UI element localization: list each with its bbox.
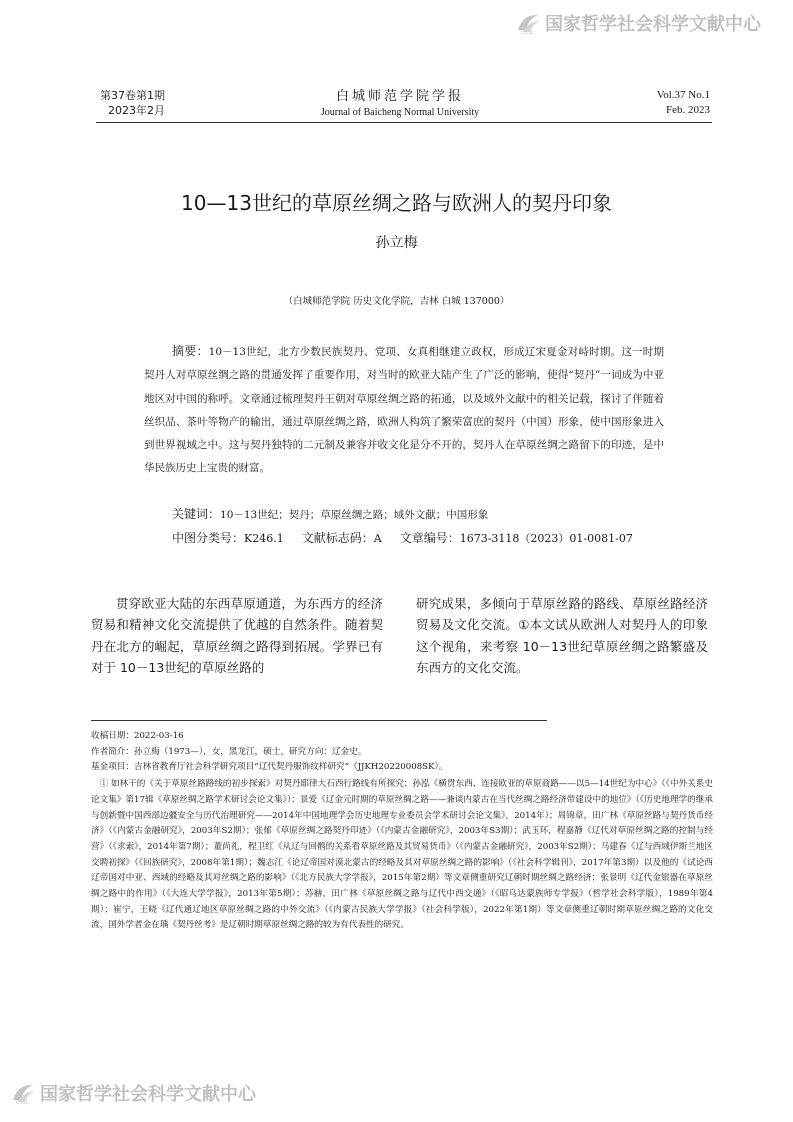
watermark-sub: CSSL (521, 30, 534, 36)
footnotes (91, 729, 713, 934)
date-cn: 2023年2月 (108, 104, 165, 117)
body-right-column: 研究成果，多倾向于草原丝路的路线、草原丝路经济贸易及文化交流。①本文试从欧洲人对契丹人的印象这个视角，来考察 10－13世纪草原丝绸之路繁盛及东西方的文化交流。 (416, 596, 708, 675)
received-value: 2022-03-16 (133, 731, 184, 741)
author-bio (91, 745, 713, 761)
fund-label: 基金项目： (91, 762, 134, 773)
header-center (250, 85, 550, 118)
article-no-value: 1673-3118（2023）01-0081-07 (459, 532, 633, 545)
footnote-rule (91, 720, 547, 721)
reference-footnote: ① 如林干的《关于草原丝路路线的初步探索》对契丹耶律大石西行路线有所探究；孙泓《横贯东西、连接欧亚的草原商路——以5—14世纪为中心》（《中外关系史论文集》第17辑《草原丝绸之路学术研讨会论文集》）；景爱《辽金元时期的草原丝绸之路——兼谈内蒙古在当代丝绸之路经济带建设中的地位》（《历史地理学的继承与创新暨中国西部边疆安全与历代治理研究——2014年中国地理学会历史地理专业委员会学术研讨会论文集》，2014年）；周锦章，田广林《草原丝路与契丹货币经济》（《内蒙古金融研究》，2003年S2期）；张郁《草原丝绸之路契丹印迹》（《内蒙古金融研究》，2003年S3期）；武玉环，程嘉静《辽代对草原丝绸之路的控制与经营》（《求索》，2014年第7期）；董尚礼，程卫红《从辽与回鹘的关系看草原丝路及其贸易货币》（《内蒙古金融研究》，2003年S2期）；马建春《辽与西域伊斯兰地区交聘初探》（《回族研究》，2008年第1期）；魏志江《论辽帝国对漠北蒙古的经略及其对草原丝绸之路的影响》（《社会科学辑刊》，2017年第3期）以及他的《试论西辽帝国对中亚、西域的经略及其对丝绸之路的影响》（《北方民族大学学报》，2015年第2期）等文章侧重研究辽朝时期丝绸之路经济；张景明《辽代金银器在草原丝绸之路中的作用》（《大连大学学报》，2013年第5期）；苏赫，田广林《草原丝绸之路与辽代中西交通》（《昭乌达蒙族师专学报》（哲学社会科学版），1989年第4期）；崔宁，王晓《辽代通辽地区草原丝绸之路的中外交流》（《内蒙古民族大学学报》（社会科学版），2022年第1期）等文章侧重辽朝时期草原丝绸之路的文化交流，国外学者金在瑀《契丹丝考》是辽朝时期草原丝绸之路的较为有代表性的研究。 (91, 779, 713, 931)
clc-label: 中图分类号： (172, 531, 245, 545)
body-left-column: 贯穿欧亚大陆的东西草原通道，为东西方的经济贸易和精神文化交流提供了优越的自然条件。随着契丹在北方的崛起，草原丝绸之路得到拓展。学界已有对于 10－13世纪的草原丝路的 (91, 596, 383, 675)
keywords-label: 关键词： (172, 507, 221, 521)
clc-value: K246.1 (244, 532, 284, 545)
volume-cn: 第37卷第1期 (100, 89, 165, 102)
keywords-text: 10－13世纪；契丹；草原丝绸之路；域外文献；中国形象 (220, 509, 489, 521)
journal-cn: 白城师范学院学报 (335, 89, 464, 104)
watermark-logo-icon (515, 10, 541, 36)
author-bio-label: 作者简介： (91, 746, 134, 757)
header-left (100, 88, 190, 118)
abstract (144, 340, 664, 481)
keywords (172, 505, 692, 522)
watermark-bottom (10, 1078, 280, 1108)
watermark-logo-icon (10, 1080, 36, 1106)
watermark-sub: CSSL (16, 1100, 29, 1106)
watermark-text: 国家哲学社会科学文献中心 (545, 14, 761, 35)
volume-en: Vol.37 No.1 (656, 89, 710, 101)
article-affiliation: （白城师范学院 历史文化学院，吉林 白城 137000） (283, 296, 510, 307)
doc-code-value: A (373, 532, 382, 545)
header-right (620, 88, 710, 118)
received-label: 收稿日期： (91, 731, 134, 741)
article-author: 孙立梅 (375, 235, 418, 251)
fund-value: 吉林省教育厅社会科学研究项目“辽代契丹服饰纹样研究”（JJKH20220008SK）。 (133, 762, 448, 773)
article-title: 10—13世纪的草原丝绸之路与欧洲人的契丹印象 (181, 191, 612, 215)
date-en: Feb. 2023 (666, 104, 710, 116)
abstract-text: 10－13世纪，北方少数民族契丹、党项、女真相继建立政权，形成辽宋夏金对峙时期。这一时期契丹人对草原丝绸之路的贯通发挥了重要作用，对当时的欧亚大陆产生了广泛的影响，使得“契丹”一词成为中亚地区对中国的称呼。文章通过梳理契丹王朝对草原丝绸之路的拓通，以及域外文献中的相关记载，探讨了伴随着丝织品、茶叶等物产的输出，通过草原丝绸之路，欧洲人构筑了繁荣富庶的契丹（中国）形象，使中国形象进入到世界视域之中。这与契丹独特的二元制及兼容并收文化是分不开的，契丹人在草原丝绸之路留下的印迹，是中华民族历史上宝贵的财富。 (144, 346, 664, 475)
article-no-label: 文章编号： (399, 531, 460, 545)
watermark-text: 国家哲学社会科学文献中心 (40, 1084, 256, 1105)
author-bio-value: 孙立梅（1973—），女，黑龙江，硕士，研究方向：辽金史。 (133, 746, 367, 757)
abstract-label: 摘要： (172, 344, 209, 358)
doc-code-label: 文献标志码： (301, 531, 374, 545)
fund-info (91, 760, 713, 776)
watermark-top (515, 8, 785, 38)
journal-en: Journal of Baicheng Normal University (320, 107, 480, 118)
received-date (91, 729, 713, 745)
header-rule (96, 122, 712, 123)
classification-line (172, 529, 692, 546)
